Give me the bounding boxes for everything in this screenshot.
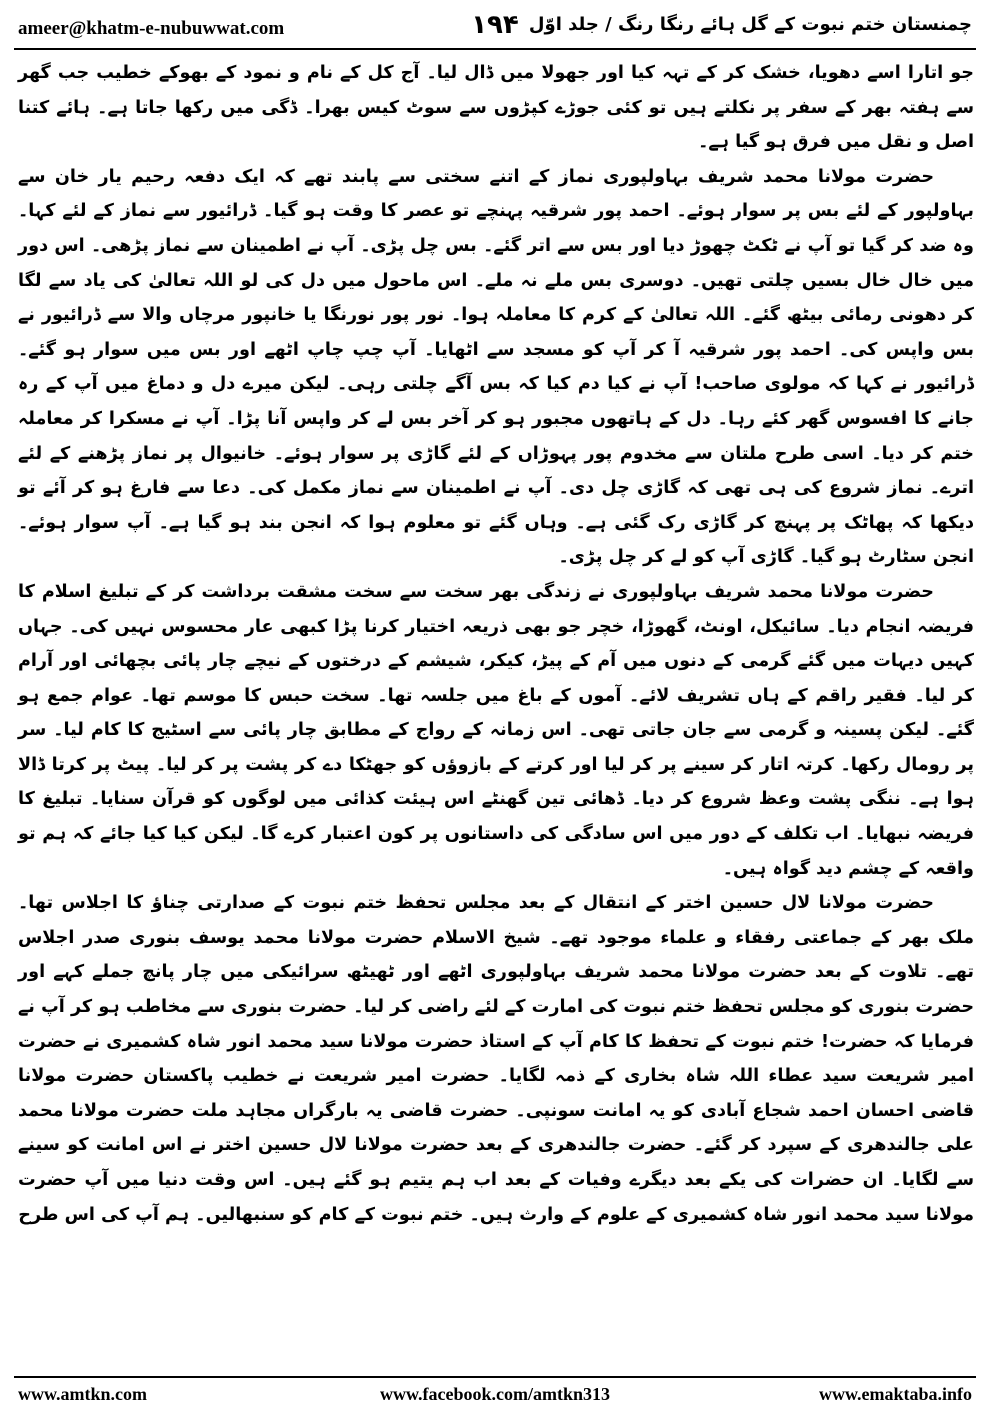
footer-maktaba-link[interactable]: www.emaktaba.info xyxy=(818,1384,972,1404)
paragraph-1: جو اتارا اسے دھویا، خشک کر کے تہہ کیا اور جھولا میں ڈال لیا۔ آج کل کے نام و نمود کے بھوکے خطیب جب گھر سے ہفتہ بھر کے سفر پر نکلتے ہیں تو کئی جوڑے کپڑوں سے سوٹ کیس بھرا۔ ڈگی میں رکھا جاتا ہے۔ ہائے کتنا اصل و نقل میں فرق ہو گیا ہے۔ xyxy=(18,63,974,153)
paragraph-4: حضرت مولانا لال حسین اختر کے انتقال کے بعد مجلس تحفظ ختم نبوت کے صدارتی چناؤ کا اجلاس تھا۔ ملک بھر کے جماعتی رفقاء و علماء موجود تھے۔ شیخ الاسلام حضرت مولانا محمد یوسف بنوری صدر اجلاس تھے۔ تلاوت کے بعد حضرت مولانا محمد شریف بہاولپوری اٹھے اور ٹھیٹھ سرائیکی میں چار پانچ جملے کہے اور حضرت بنوری کو مجلس تحفظ ختم نبوت کی امارت کے لئے راضی کر لیا۔ حضرت بنوری سے مخاطب ہو کر آپ نے فرمایا کہ حضرت! ختم نبوت کے تحفظ کا کام آپ کے استاذ حضرت مولانا سید محمد انور شاہ کشمیری نے حضرت امیر شریعت سید عطاء اللہ شاہ بخاری کے ذمہ لگایا۔ حضرت امیر شریعت نے خطیب پاکستان حضرت مولانا قاضی احسان احمد شجاع آبادی کو یہ امانت سونپی۔ حضرت قاضی یہ بارگراں مجاہد ملت حضرت مولانا محمد علی جالندھری کے سپرد کر گئے۔ حضرت جالندھری کے بعد حضرت مولانا لال حسین اختر نے اس امانت کو سینے سے لگایا۔ ان حضرات کی یکے بعد دیگرے وفیات کے بعد اب ہم یتیم ہو گئے ہیں۔ اس وقت دنیا میں آپ حضرت مولانا سید محمد انور شاہ کشمیری کے علوم کے وارث ہیں۔ ختم نبوت کے کام کو سنبھالیں۔ ہم آپ کی اس طرح xyxy=(18,893,974,1225)
page-header xyxy=(14,8,976,50)
page-body xyxy=(18,56,974,1232)
footer-website-link[interactable]: www.amtkn.com xyxy=(18,1384,147,1404)
header-email[interactable]: ameer@khatm-e-nubuwwat.com xyxy=(18,18,285,39)
paragraph-3: حضرت مولانا محمد شریف بہاولپوری نے زندگی بھر سخت سے سخت مشقت برداشت کر کے تبلیغ اسلام کا فریضہ انجام دیا۔ سائیکل، اونٹ، گھوڑا، خچر جو بھی ذریعہ اختیار کرنا پڑا کبھی عار محسوس نہیں کی۔ جہاں کہیں دیہات میں گئے گرمی کے دنوں میں آم کے پیڑ، کیکر، شیشم کے درختوں کے نیچے چار پائی بچھائی اور آرام کر لیا۔ فقیر راقم کے ہاں تشریف لائے۔ آموں کے باغ میں جلسہ تھا۔ سخت حبس کا موسم تھا۔ عوام جمع ہو گئے۔ لیکن پسینہ و گرمی سے جان جاتی تھی۔ اس زمانہ کے رواج کے مطابق چار پائی سے اسٹیج کا کام لیا۔ سر پر رومال رکھا۔ کرتہ اتار کر سینے پر کر لیا اور کرتے کے بازوؤں کو جھٹکا دے کر پشت پر کر لیا۔ پیٹ پر کرتا ڈالا ہوا ہے۔ ننگی پشت وعظ شروع کر دیا۔ ڈھائی تین گھنٹے اس ہیئت کذائی میں لوگوں کو قرآن سنایا۔ تبلیغ کا فریضہ نبھایا۔ اب تکلف کے دور میں اس سادگی کی داستانوں پر کون اعتبار کرے گا۔ لیکن کیا کیا جائے کہ ہم تو واقعہ کے چشم دید گواہ ہیں۔ xyxy=(18,581,974,879)
book-title: چمنستان ختم نبوت کے گل ہائے رنگا رنگ / جلد اوّل xyxy=(528,14,972,35)
footer-facebook-link[interactable]: www.facebook.com/amtkn313 xyxy=(380,1384,610,1404)
page-number: ۱۹۴ xyxy=(471,10,519,40)
page-footer xyxy=(14,1376,976,1412)
paragraph-2: حضرت مولانا محمد شریف بہاولپوری نماز کے اتنے سختی سے پابند تھے کہ ایک دفعہ رحیم یار خان سے بہاولپور کے لئے بس پر سوار ہوئے۔ احمد پور شرقیہ پہنچے تو عصر کا وقت ہو گیا۔ ڈرائیور سے نماز کے لئے کہا۔ وہ ضد کر گیا تو آپ نے ٹکٹ چھوڑ دیا اور بس سے اتر گئے۔ بس چل پڑی۔ آپ نے اطمینان سے نماز پڑھی۔ اس دور میں خال خال بسیں چلتی تھیں۔ دوسری بس ملے نہ ملے۔ اس ماحول میں دل کی لو اللہ تعالیٰ کی یاد سے لگا کر دھونی رمائی بیٹھ گئے۔ اللہ تعالیٰ کے کرم کا معاملہ ہوا۔ نور پور نورنگا یا خانپور مرچاں والا سے ڈرائیور نے بس واپس کی۔ احمد پور شرقیہ آ کر آپ کو مسجد سے اٹھایا۔ آپ چپ چاپ اٹھے اور بس میں سوار ہو گئے۔ ڈرائیور نے کہا کہ مولوی صاحب! آپ نے کیا دم کیا کہ بس آگے چلتی رہی۔ لیکن میرے دل و دماغ میں آپ کے رہ جانے کا افسوس گھر کئے رہا۔ دل کے ہاتھوں مجبور ہو کر آخر بس لے کر واپس آنا پڑا۔ آپ نے مسکرا کر معاملہ ختم کر دیا۔ اسی طرح ملتان سے مخدوم پور پہوڑاں کے لئے گاڑی پر سوار ہوئے۔ خانیوال پر نماز پڑھنے کے لئے اترے۔ نماز شروع کی ہی تھی کہ گاڑی چل دی۔ آپ نے اطمینان سے نماز مکمل کی۔ دعا سے فارغ ہو کر آئے تو دیکھا کہ پھاٹک پر پہنچ کر گاڑی رک گئی ہے۔ وہاں گئے تو معلوم ہوا کہ انجن بند ہو گیا ہے۔ آپ سوار ہوئے۔ انجن سٹارٹ ہو گیا۔ گاڑی آپ کو لے کر چل پڑی۔ xyxy=(18,166,974,568)
